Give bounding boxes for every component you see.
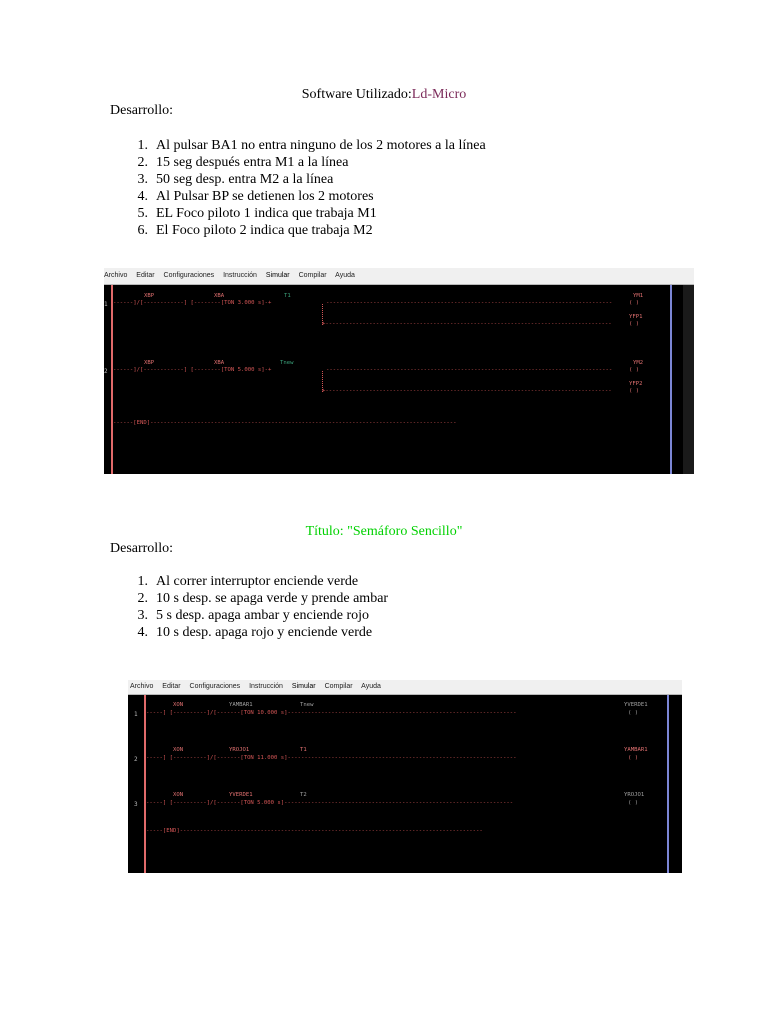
list-item-number: 3.: [137, 172, 148, 187]
coil-symbol[interactable]: ( ): [628, 710, 639, 716]
list-item-text: Al Pulsar BP se detienen los 2 motores: [156, 189, 374, 204]
list-item-number: 4.: [137, 189, 148, 204]
rung-wire-dashed: +-------------------------------------------------------------------------------------: [322, 321, 612, 327]
end-label: [END]: [162, 828, 180, 834]
rung-wire: ------]/[------------] [--------[TON 5.000 s]-+: [113, 367, 272, 373]
normally-closed-contact[interactable]: ]/[: [133, 367, 144, 373]
list-item-text: Al correr interruptor enciende verde: [156, 574, 359, 589]
list-item-text: 10 s desp. se apaga verde y prende ambar: [156, 591, 389, 606]
end-rung: ------[END]-------------------------------------------------------------------------------------------: [113, 420, 457, 426]
list-item-number: 5.: [137, 206, 148, 221]
list-item-text: EL Foco piloto 1 indica que trabaja M1: [156, 206, 377, 221]
normally-open-contact[interactable]: ] [: [162, 710, 173, 716]
rung-wire: -----] [----------]/[-------[TON 11.000 s]--------------------------------------------------------------------: [146, 755, 517, 761]
menu-compilar[interactable]: Compilar: [324, 683, 353, 690]
coil-label: YFP1: [629, 314, 643, 320]
contact-label: XON: [173, 747, 184, 753]
coil-symbol[interactable]: ( ): [629, 367, 640, 373]
menu-ayuda[interactable]: Ayuda: [361, 683, 381, 690]
contact-label: XBP: [144, 293, 155, 299]
contact-label: YVERDE1: [229, 792, 253, 798]
contact-label: XON: [173, 702, 184, 708]
timer-label: Tnew: [280, 360, 294, 366]
menu-editar[interactable]: Editar: [162, 683, 181, 690]
right-power-rail: [670, 285, 672, 474]
left-power-rail: [144, 695, 146, 873]
timer-label: T1: [300, 747, 307, 753]
left-power-rail: [111, 285, 113, 474]
coil-label: YM2: [633, 360, 644, 366]
contact-label: YAMBAR1: [229, 702, 253, 708]
menu-simular[interactable]: Simular: [265, 272, 290, 279]
normally-open-contact[interactable]: ] [: [162, 755, 173, 761]
vertical-scrollbar[interactable]: [683, 285, 694, 474]
coil-symbol[interactable]: ( ): [628, 800, 639, 806]
desarrollo-label-1: Desarrollo:: [110, 103, 173, 118]
desarrollo-label-2: Desarrollo:: [110, 541, 173, 556]
end-label: [END]: [133, 420, 151, 426]
coil-symbol[interactable]: ( ): [629, 300, 640, 306]
list-item-text: El Foco piloto 2 indica que trabaja M2: [156, 223, 373, 238]
normally-open-contact[interactable]: ] [: [162, 800, 173, 806]
list-item-text: 15 seg después entra M1 a la línea: [156, 155, 349, 170]
right-power-rail: [667, 695, 669, 873]
rung-wire-dashed: -------------------------------------------------------------------------------------: [326, 300, 613, 306]
list-item-number: 1.: [137, 574, 148, 589]
normally-closed-contact[interactable]: ]/[: [133, 300, 144, 306]
coil-symbol[interactable]: ( ): [629, 321, 640, 327]
timer-block[interactable]: [TON 5.000 s]: [220, 367, 265, 373]
coil-label: YVERDE1: [624, 702, 648, 708]
rung-number: 1: [134, 711, 138, 718]
list-item-number: 3.: [137, 608, 148, 623]
menu-configuraciones[interactable]: Configuraciones: [189, 683, 241, 690]
ld-micro-link[interactable]: Ld-Micro: [411, 87, 467, 102]
rung-number: 2: [134, 756, 138, 763]
list-item-text: 10 s desp. apaga rojo y enciende verde: [156, 625, 373, 640]
rung-number: 2: [104, 368, 108, 375]
rung-number: 3: [134, 801, 138, 808]
normally-open-contact[interactable]: ] [: [183, 367, 194, 373]
software-heading: [0, 86, 768, 103]
menu-configuraciones[interactable]: Configuraciones: [163, 272, 215, 279]
timer-block[interactable]: [TON 11.000 s]: [240, 755, 288, 761]
list-item-number: 1.: [137, 138, 148, 153]
list-item-number: 4.: [137, 625, 148, 640]
ldmicro-menubar: [104, 268, 694, 285]
menu-simular[interactable]: Simular: [291, 683, 316, 690]
timer-label: Tnew: [300, 702, 314, 708]
coil-label: YM1: [633, 293, 644, 299]
menu-editar[interactable]: Editar: [136, 272, 155, 279]
menu-instruccion[interactable]: Instrucción: [249, 683, 283, 690]
contact-label: YROJO1: [229, 747, 250, 753]
list-item-number: 2.: [137, 155, 148, 170]
list-item-text: 5 s desp. apaga ambar y enciende rojo: [156, 608, 370, 623]
menu-compilar[interactable]: Compilar: [298, 272, 327, 279]
timer-block[interactable]: [TON 5.000 s]: [240, 800, 285, 806]
menu-ayuda[interactable]: Ayuda: [335, 272, 355, 279]
menu-archivo[interactable]: Archivo: [104, 272, 128, 279]
menu-instruccion[interactable]: Instrucción: [223, 272, 257, 279]
rung-wire-dashed: +-------------------------------------------------------------------------------------: [322, 388, 612, 394]
end-rung: -----[END]------------------------------------------------------------------------------------------: [146, 828, 483, 834]
ldmicro-menubar: [128, 680, 682, 695]
menu-archivo[interactable]: Archivo: [130, 683, 154, 690]
list-item-text: Al pulsar BA1 no entra ninguno de los 2 motores a la línea: [156, 138, 486, 153]
coil-label: YROJO1: [624, 792, 645, 798]
rung-wire: -----] [----------]/[-------[TON 5.000 s]--------------------------------------------------------------------: [146, 800, 514, 806]
rung-wire: -----] [----------]/[-------[TON 10.000 s]--------------------------------------------------------------------: [146, 710, 517, 716]
list-item-number: 6.: [137, 223, 148, 238]
rung-wire: ------]/[------------] [--------[TON 3.000 s]-+: [113, 300, 272, 306]
coil-label: YFP2: [629, 381, 643, 387]
normally-closed-contact[interactable]: ]/[: [206, 755, 217, 761]
coil-label: YAMBAR1: [624, 747, 648, 753]
coil-symbol[interactable]: ( ): [628, 755, 639, 761]
timer-label: T1: [284, 293, 291, 299]
timer-block[interactable]: [TON 10.000 s]: [240, 710, 288, 716]
timer-label: T2: [300, 792, 307, 798]
contact-label: XBP: [144, 360, 155, 366]
normally-closed-contact[interactable]: ]/[: [206, 710, 217, 716]
normally-open-contact[interactable]: ] [: [183, 300, 194, 306]
rung-wire-dashed: -------------------------------------------------------------------------------------: [326, 367, 613, 373]
contact-label: XON: [173, 792, 184, 798]
semaforo-title: Título: "Semáforo Sencillo": [305, 524, 463, 539]
ldmicro-screenshot-1: [104, 268, 694, 474]
ldmicro-screenshot-2: [128, 680, 682, 873]
rung-number: 1: [104, 301, 108, 308]
list-item-text: 50 seg desp. entra M2 a la línea: [156, 172, 334, 187]
software-heading-prefix: Software Utilizado:: [301, 87, 412, 102]
list-item-number: 2.: [137, 591, 148, 606]
contact-label: XBA: [214, 293, 225, 299]
normally-closed-contact[interactable]: ]/[: [206, 800, 217, 806]
contact-label: XBA: [214, 360, 225, 366]
timer-block[interactable]: [TON 3.000 s]: [220, 300, 265, 306]
coil-symbol[interactable]: ( ): [629, 388, 640, 394]
